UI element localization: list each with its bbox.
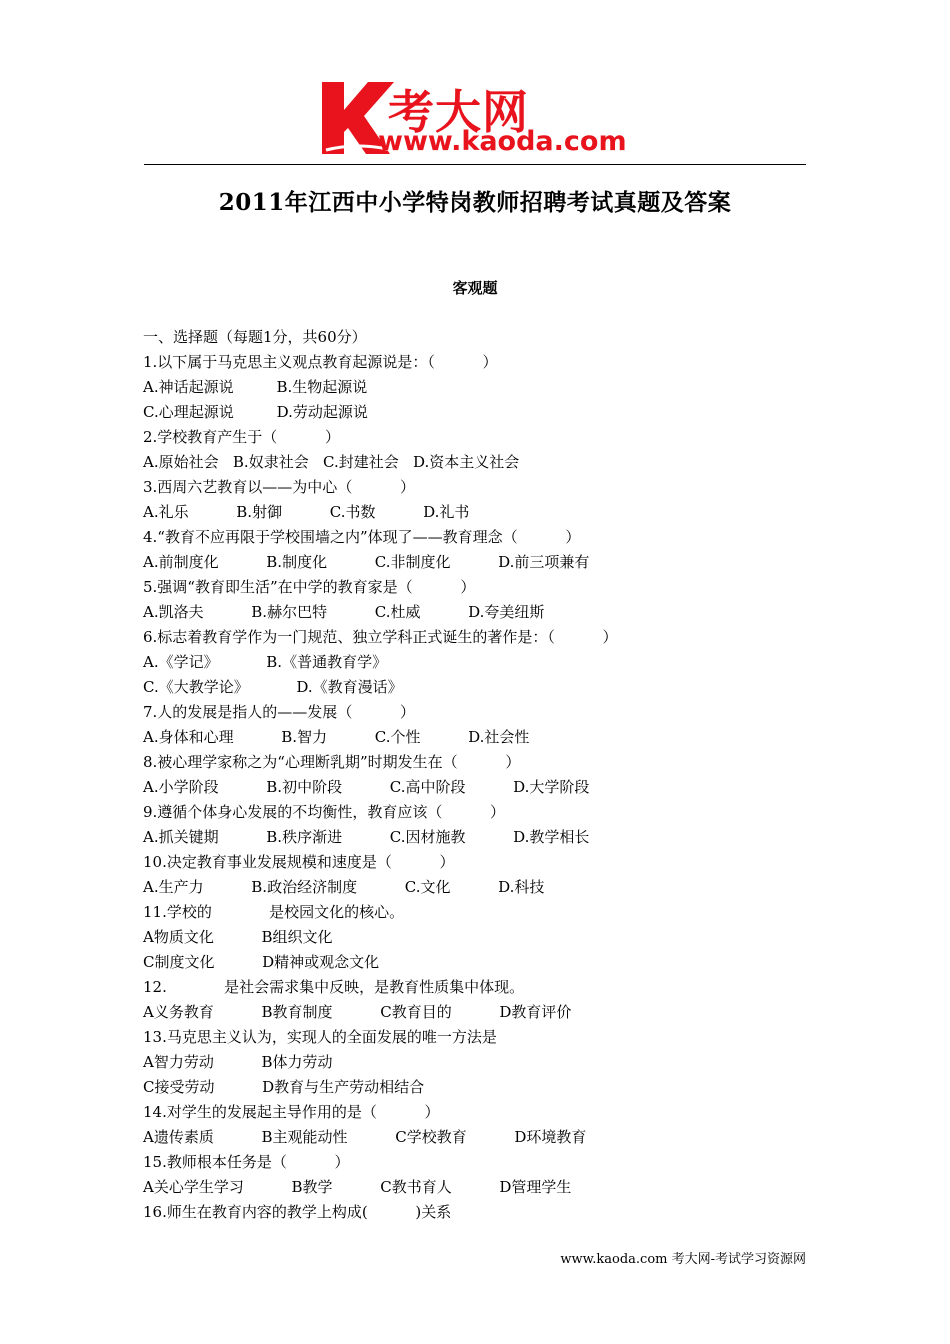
text-line: 5.强调“教育即生活”在中学的教育家是（ ） — [143, 578, 476, 596]
text-line: 14.对学生的发展起主导作用的是（ ） — [143, 1103, 440, 1121]
document-title: 2011年江西中小学特岗教师招聘考试真题及答案 — [218, 189, 732, 216]
text-line: A.凯洛夫 B.赫尔巴特 C.杜威 D.夸美纽斯 — [143, 603, 545, 621]
text-line: 4.“教育不应再限于学校围墙之内”体现了——教育理念（ ） — [143, 528, 581, 546]
text-line: C制度文化 D精神或观念文化 — [143, 953, 380, 971]
page-footer: www.kaoda.com 考大网-考试学习资源网 — [560, 1252, 806, 1267]
text-line: 12. 是社会需求集中反映，是教育性质集中体现。 — [143, 978, 525, 996]
text-line: A义务教育 B教育制度 C教育目的 D教育评价 — [143, 1003, 572, 1021]
kaoda-logo — [318, 80, 638, 160]
text-line: 9.遵循个体身心发展的不均衡性，教育应该（ ） — [143, 803, 505, 821]
text-line: A.身体和心理 B.智力 C.个性 D.社会性 — [143, 728, 530, 746]
text-line: C接受劳动 D教育与生产劳动相结合 — [143, 1078, 425, 1096]
text-line: C.心理起源说 D.劳动起源说 — [143, 403, 368, 421]
text-line: 13.马克思主义认为，实现人的全面发展的唯一方法是 — [143, 1028, 497, 1046]
text-line: A物质文化 B组织文化 — [143, 928, 333, 946]
text-line: 11.学校的 是校园文化的核心。 — [143, 903, 405, 921]
text-line: A遗传素质 B主观能动性 C学校教育 D环境教育 — [143, 1128, 587, 1146]
text-line: A.神话起源说 B.生物起源说 — [143, 378, 368, 396]
logo-chinese-text: 考大网 — [388, 85, 529, 139]
text-line: A智力劳动 B体力劳动 — [143, 1053, 333, 1071]
text-line: A关心学生学习 B教学 C教书育人 D管理学生 — [143, 1178, 572, 1196]
text-line: 7.人的发展是指人的——发展（ ） — [143, 703, 415, 721]
text-line: A.前制度化 B.制度化 C.非制度化 D.前三项兼有 — [143, 553, 590, 571]
text-line: 10.决定教育事业发展规模和速度是（ ） — [143, 853, 455, 871]
text-line: 16.师生在教育内容的教学上构成( )关系 — [143, 1203, 452, 1221]
text-line: 一、选择题（每题1分，共60分） — [143, 328, 367, 346]
text-line: A.生产力 B.政治经济制度 C.文化 D.科技 — [143, 878, 545, 896]
text-line: 6.标志着教育学作为一门规范、独立学科正式诞生的著作是：（ ） — [143, 628, 618, 646]
question-list — [143, 325, 823, 1225]
text-line: 15.教师根本任务是（ ） — [143, 1153, 350, 1171]
text-line: A.礼乐 B.射御 C.书数 D.礼书 — [143, 503, 470, 521]
text-line: 2.学校教育产生于（ ） — [143, 428, 340, 446]
text-line: A.小学阶段 B.初中阶段 C.高中阶段 D.大学阶段 — [143, 778, 590, 796]
header-divider — [144, 164, 806, 165]
text-line: A.原始社会 B.奴隶社会 C.封建社会 D.资本主义社会 — [143, 453, 520, 471]
text-line: 8.被心理学家称之为“心理断乳期”时期发生在（ ） — [143, 753, 521, 771]
section-subtitle: 客观题 — [452, 279, 498, 297]
text-line: A.《学记》 B.《普通教育学》 — [143, 653, 388, 671]
logo-url-text: www.kaoda.com — [378, 126, 627, 157]
text-line: 1.以下属于马克思主义观点教育起源说是：（ ） — [143, 353, 498, 371]
text-line: C.《大教学论》 D.《教育漫话》 — [143, 678, 403, 696]
text-line: A.抓关键期 B.秩序渐进 C.因材施教 D.教学相长 — [143, 828, 590, 846]
text-line: 3.西周六艺教育以——为中心（ ） — [143, 478, 415, 496]
